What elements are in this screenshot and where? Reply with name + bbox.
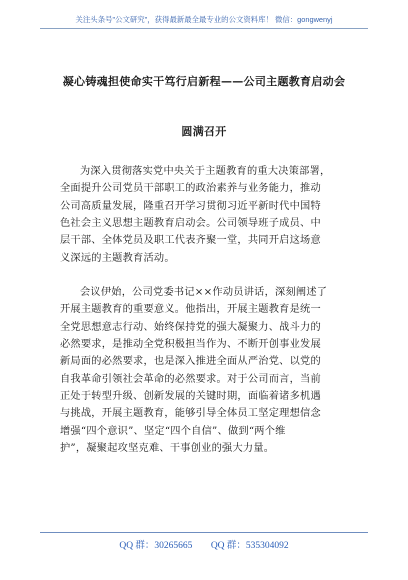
text-line: 开展主题教育的重要意义。他指出，开展主题教育是统一: [60, 304, 321, 316]
footer-qq-group-2: QQ 群：535304092: [210, 541, 289, 551]
document-title: 凝心铸魂担使命实干笃行启新程——公司主题教育启动会: [62, 75, 346, 88]
paragraph-gap: [60, 267, 352, 284]
text-line: 与挑战，开展主题教育，能够引导全体员工坚定理想信念: [60, 408, 321, 420]
text-line: 全党思想意志行动、始终保持党的强大凝聚力、战斗力的: [60, 321, 321, 333]
text-line: 为深入贯彻落实党中央关于主题教育的重大决策部署，: [80, 166, 331, 177]
text-line: 会议伊始，公司党委书记××作动员讲话，深刻阐述了: [80, 287, 328, 299]
footer-qq-group-1: QQ 群：30265665: [119, 541, 193, 551]
paragraph-speech: [60, 284, 352, 457]
page-footer: [40, 532, 368, 551]
text-line: 公司高质量发展，隆重召开学习贯彻习近平新时代中国特: [60, 200, 321, 212]
text-line: 色社会主义思想主题教育启动会。公司领导班子成员、中: [60, 218, 321, 230]
text-line: 自我革命引领社会革命的必然要求。对于公司而言，当前: [60, 373, 321, 385]
text-line: 义深远的主题教育活动。: [60, 252, 175, 264]
document-body: [60, 163, 352, 458]
text-line: 新局面的必然要求，也是深入推进全面从严治党、以党的: [60, 356, 321, 368]
text-line: 护”，凝聚起攻坚克难、干事创业的强大力量。: [60, 443, 275, 455]
text-line: 正处于转型升级、创新发展的关键时期，面临着诸多机遇: [60, 391, 321, 403]
text-line: 层干部、全体党员及职工代表齐聚一堂，共同开启这场意: [60, 235, 321, 247]
page-header-banner: 关注头条号"公文研究"，获得最新最全最专业的公文资料库！ 微信：gongwenyj: [40, 14, 368, 29]
text-line: 增强“四个意识”、坚定“四个自信”、做到“两个维: [60, 425, 286, 437]
text-line: 全面提升公司党员干部职工的政治素养与业务能力，推动: [60, 183, 321, 195]
text-line: 必然要求，是推动全党积极担当作为、不断开创事业发展: [60, 339, 321, 351]
paragraph-intro: [60, 163, 352, 267]
document-title-continued: 圆满召开: [181, 125, 227, 138]
